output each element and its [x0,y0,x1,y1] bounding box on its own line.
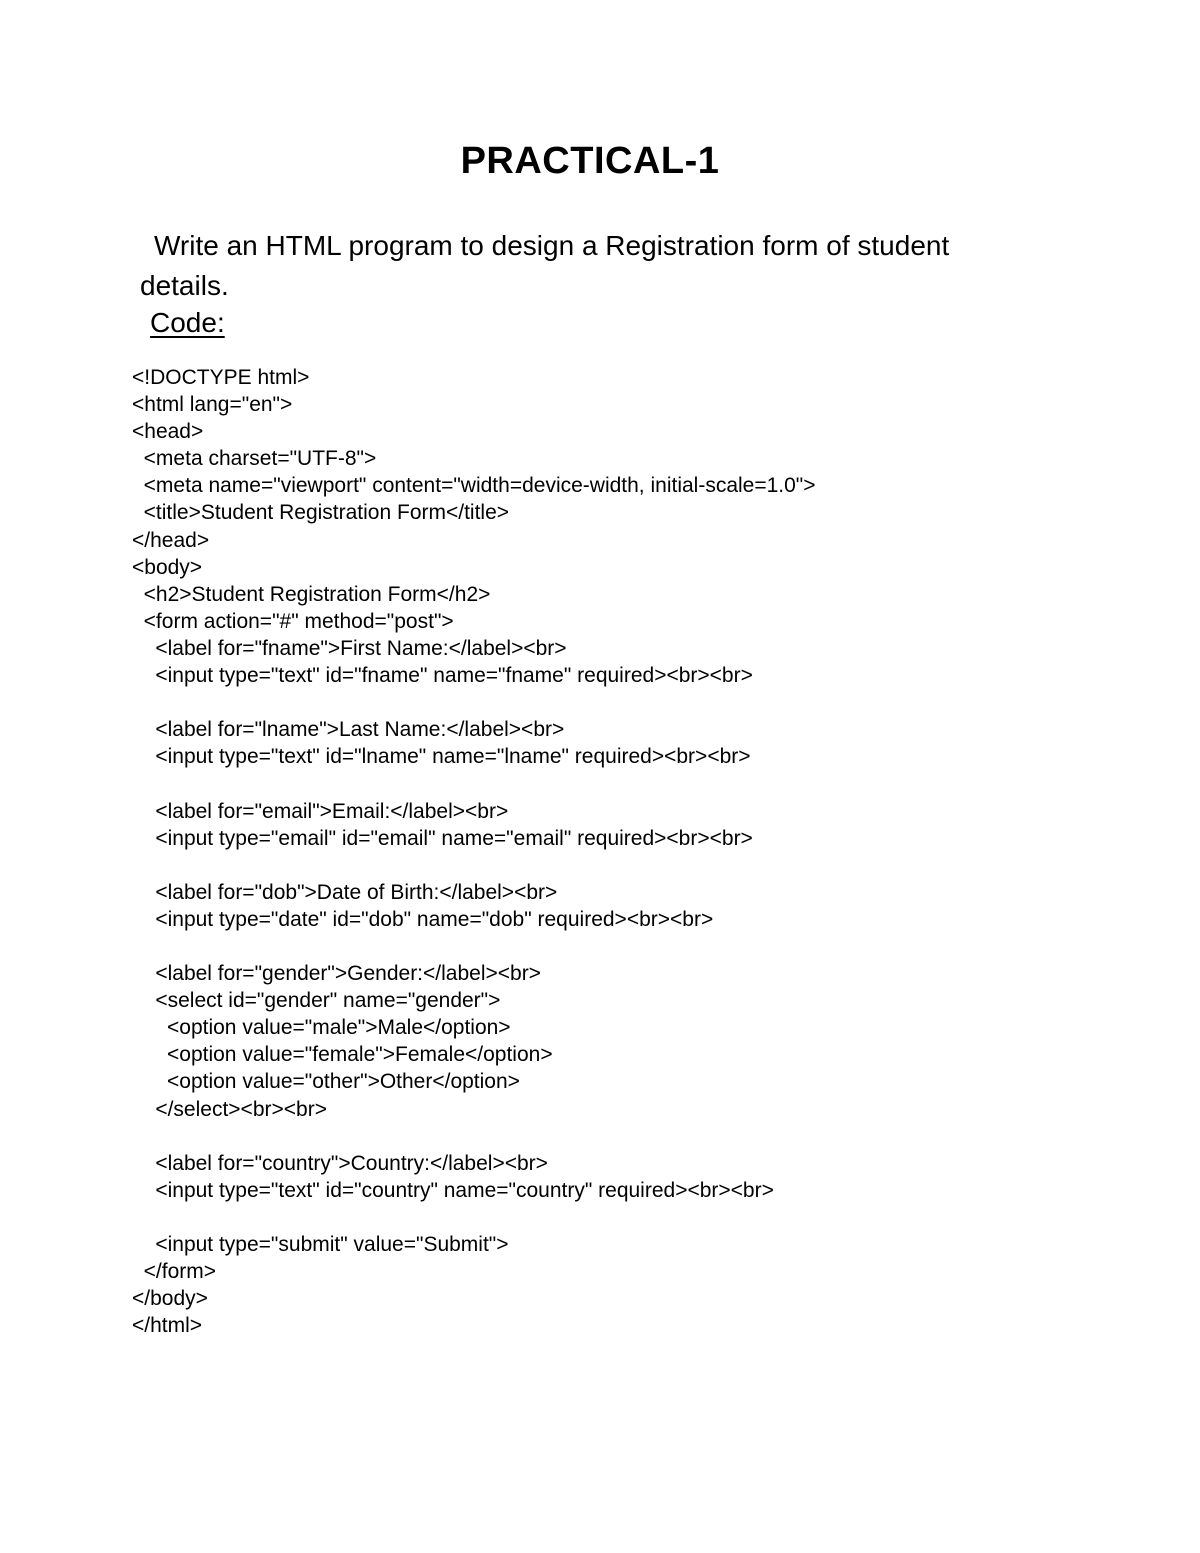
question-text [140,226,1040,306]
code-line: <body> [132,555,203,579]
code-line: <label for="lname">Last Name:</label><br> [132,718,565,742]
code-line: <input type="submit" value="Submit"> [132,1233,509,1256]
code-line: <label for="country">Country:</label><br> [132,1151,548,1175]
code-line [132,852,1132,879]
code-line [132,1204,1132,1231]
code-line: <input type="text" id="fname" name="fname" required><br><br> [132,664,753,688]
code-heading: Code: [150,307,225,338]
code-line: <label for="gender">Gender:</label><br> [132,962,541,986]
code-line [132,689,1132,716]
code-line: <input type="text" id="lname" name="lname" required><br><br> [132,745,751,769]
code-line: <meta name="viewport" content="width=device-width, initial-scale=1.0"> [132,474,816,498]
code-line: <!DOCTYPE html> [132,366,310,389]
code-line: <input type="date" id="dob" name="dob" required><br><br> [132,907,714,931]
question-line-2: details. [140,270,229,301]
code-line [132,1123,1132,1150]
code-line: </form> [132,1260,217,1284]
code-line: <input type="email" id="email" name="email" required><br><br> [132,826,753,850]
code-line: </html> [132,1314,203,1338]
code-line: <option value="male">Male</option> [132,1016,511,1040]
code-line: </head> [132,528,210,552]
code-line: <label for="fname">First Name:</label><br> [132,636,567,660]
code-line: <input type="text" id="country" name="country" required><br><br> [132,1178,774,1202]
code-line: <option value="other">Other</option> [132,1070,520,1094]
code-line: </select><br><br> [132,1097,327,1121]
code-line: </body> [132,1287,208,1311]
code-line: <html lang="en"> [132,393,293,417]
code-block [132,364,1132,1339]
code-line [132,933,1132,960]
code-line: <select id="gender" name="gender"> [132,989,501,1013]
code-line: <form action="#" method="post"> [132,609,454,633]
code-line: <option value="female">Female</option> [132,1043,553,1067]
code-line: <h2>Student Registration Form</h2> [132,582,491,606]
question-line-1: Write an HTML program to design a Registration form of student [154,230,950,261]
code-line: <title>Student Registration Form</title> [132,501,510,525]
code-line: <label for="email">Email:</label><br> [132,799,509,823]
code-line [132,770,1132,797]
code-line: <label for="dob">Date of Birth:</label><br> [132,880,558,904]
code-line: <meta charset="UTF-8"> [132,447,377,471]
page-title: PRACTICAL-1 [460,140,720,182]
code-line: <head> [132,420,204,444]
